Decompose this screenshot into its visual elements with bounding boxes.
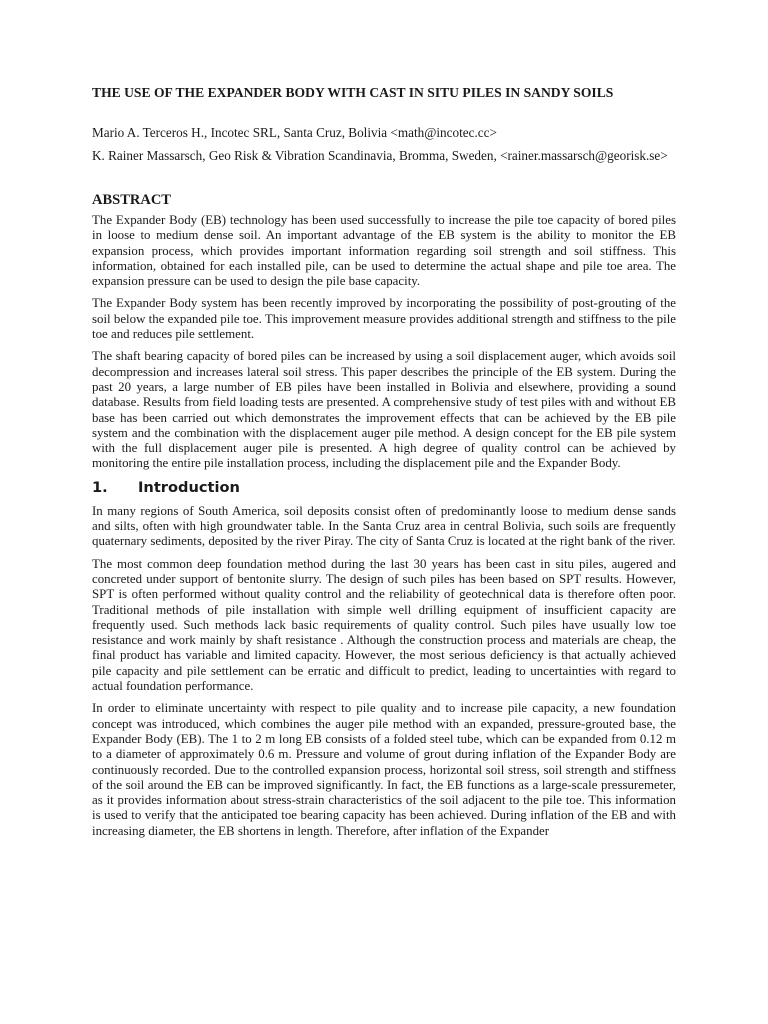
abstract-paragraph: The shaft bearing capacity of bored piles can be increased by using a soil displacement auger, which avoids soil decompression and increases lateral soil stress. This paper describes the principle of the EB system. During the past 20 years, a large number of EB piles have been installed in Bolivia and elsewhere, providing a sound database. Results from field loading tests are presented. A comprehensive study of test piles with and without EB base has been carried out which demonstrates the improvement effects that can be achieved by the EB pile system and the combination with the displacement auger pile method. A design concept for the EB pile system with the full displacement auger pile is presented. A high degree of quality control can be achieved by monitoring the entire pile installation process, including the displacement pile and the Expander Body. [92, 349, 676, 471]
abstract-paragraph: The Expander Body (EB) technology has been used successfully to increase the pile toe capacity of bored piles in loose to medium dense soil. An important advantage of the EB system is the ability to monitor the EB expansion process, which provides important information regarding soil strength and soil stiffness. This information, obtained for each installed pile, can be used to determine the actual shape and pile toe area. The expansion pressure can be used to design the pile base capacity. [92, 213, 676, 289]
section-title: Introduction [138, 478, 240, 496]
abstract-heading: ABSTRACT [92, 192, 171, 208]
abstract-paragraph: The Expander Body system has been recently improved by incorporating the possibility of post-grouting of the soil below the expanded pile toe. This improvement measure provides additional strength and stiffness to the pile toe and reduces pile settlement. [92, 296, 676, 342]
author-line: K. Rainer Massarsch, Geo Risk & Vibration Scandinavia, Bromma, Sweden, <rainer.massarsch@georisk.se> [92, 148, 668, 163]
document-page [92, 84, 676, 846]
author-list [92, 125, 676, 164]
paper-title: THE USE OF THE EXPANDER BODY WITH CAST IN SITU PILES IN SANDY SOILS [92, 85, 614, 100]
author-line: Mario A. Terceros H., Incotec SRL, Santa Cruz, Bolivia <math@incotec.cc> [92, 125, 497, 140]
body-paragraph: In many regions of South America, soil deposits consist often of predominantly loose to medium dense sands and silts, often with high groundwater table. In the Santa Cruz area in central Bolivia, such soils are frequently quaternary sediments, deposited by the river Piray. The city of Santa Cruz is located at the right bank of the river. [92, 503, 676, 549]
body-paragraph: The most common deep foundation method during the last 30 years has been cast in situ piles, augered and concreted under support of bentonite slurry. The design of such piles has been based on SPT results. However, SPT is often performed without quality control and the reliability of geotechnical data is therefore often poor. Traditional methods of pile installation with simple well drilling equipment of insufficient capacity are frequently used. Such methods lack basic requirements of quality control. Such piles have usually low toe resistance and work mainly by shaft resistance . Although the construction process and materials are cheap, the final product has variable and limited capacity. However, the most serious deficiency is that actually achieved pile capacity and pile settlement can be erratic and difficult to predict, leading to uncertainties with regard to actual foundation performance. [92, 556, 676, 694]
section-number: 1. [92, 478, 108, 496]
section-heading [92, 479, 676, 497]
body-paragraph: In order to eliminate uncertainty with respect to pile quality and to increase pile capacity, a new foundation concept was introduced, which combines the auger pile method with an expanded, pressure-grouted base, the Expander Body (EB). The 1 to 2 m long EB consists of a folded steel tube, which can be expanded from 0.12 m to a diameter of approximately 0.6 m. Pressure and volume of grout during inflation of the Expander Body are continuously recorded. Due to the controlled expansion process, horizontal soil stress, soil strength and stiffness of the soil around the EB can be improved significantly. In fact, the EB functions as a large-scale pressuremeter, as it provides information about stress-strain characteristics of the soil adjacent to the pile toe. This information is used to verify that the anticipated toe bearing capacity has been achieved. During inflation of the EB and with increasing diameter, the EB shortens in length. Therefore, after inflation of the Expander [92, 701, 676, 838]
